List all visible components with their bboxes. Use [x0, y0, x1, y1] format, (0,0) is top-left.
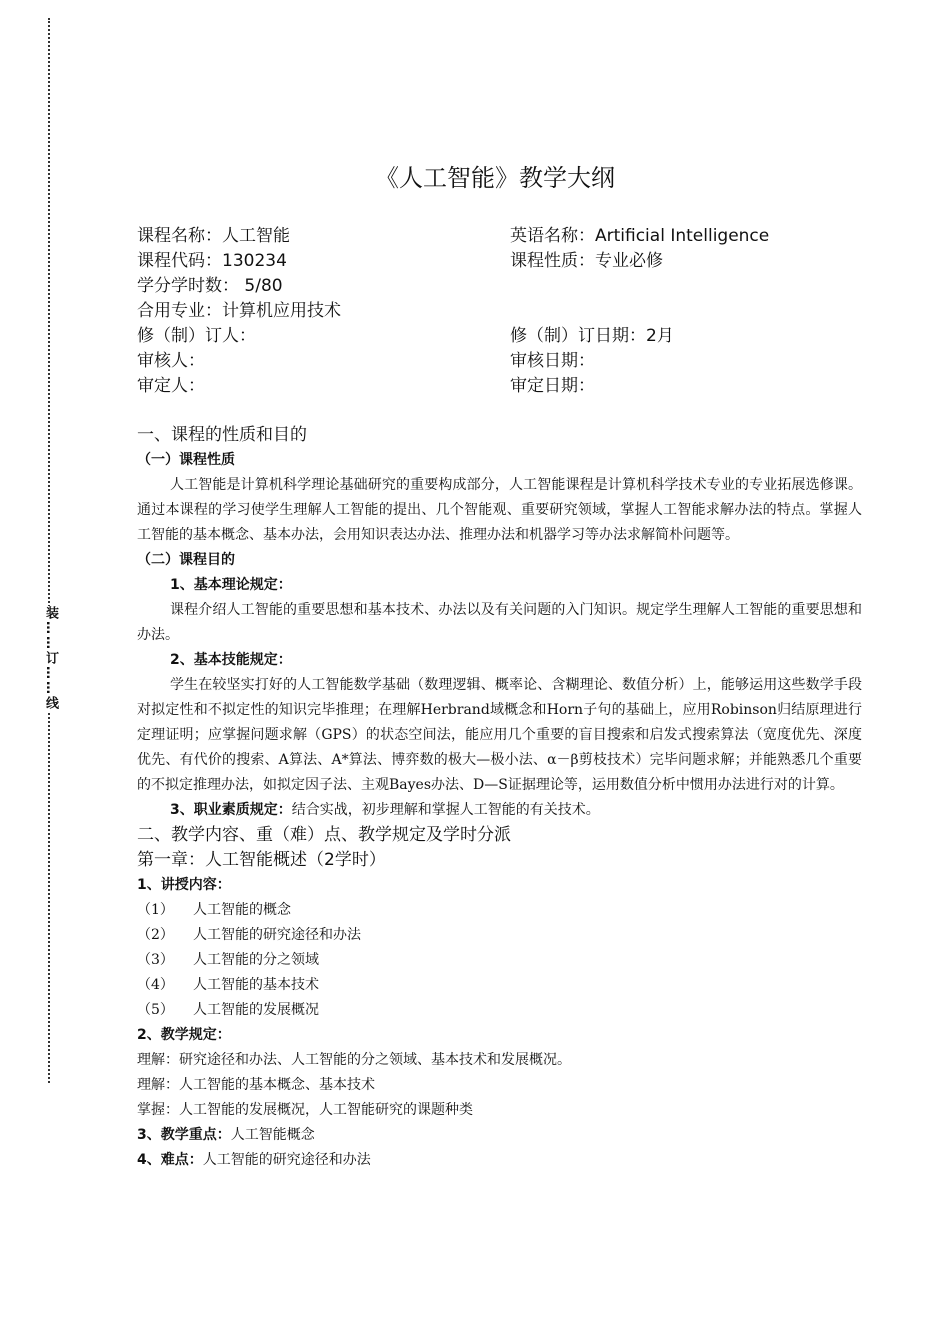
requirements-heading: 2、教学规定： [137, 1027, 231, 1043]
key-point-label: 3、教学重点： [137, 1127, 231, 1143]
page-title: 《人工智能》教学大纲 [375, 164, 615, 192]
key-point-text: 人工智能概念 [230, 1127, 315, 1143]
theory-heading: 1、基本理论规定： [170, 577, 292, 593]
list-item: （1） 人工智能的概念 [137, 902, 291, 918]
list-item: （3） 人工智能的分之领域 [137, 952, 319, 968]
skills-heading: 2、基本技能规定： [170, 652, 292, 668]
course-nature-paragraph: 人工智能是计算机科学理论基础研究的重要构成部分，人工智能课程是计算机科学技术专业的专业拓展选修课。通过本课程的学习使学生理解人工智能的提出、几个智能观、重要研究领域，掌握人工智能求解办法的特点。掌握人工智能的基本概念、基本办法，会用知识表达办法、推理办法和机器学习等办法求解简朴问题等。 [137, 477, 862, 543]
revised-date: 修（制）订日期：2月 [510, 326, 674, 346]
lecture-heading: 1、讲授内容： [137, 877, 231, 893]
list-item: （4） 人工智能的基本技术 [137, 977, 319, 993]
list-item: （2） 人工智能的研究途径和办法 [137, 927, 361, 943]
difficult-point-label: 4、难点： [137, 1152, 203, 1168]
approve-date: 审定日期： [510, 376, 595, 396]
list-item: （5） 人工智能的发展概况 [137, 1002, 319, 1018]
section1-sub2: （二）课程目的 [137, 552, 235, 568]
requirement-line: 掌握：人工智能的发展概况，人工智能研究的课题种类 [137, 1102, 473, 1118]
approver: 审定人： [137, 376, 205, 396]
professional-quality [137, 798, 862, 823]
english-name: 英语名称：Artificial Intelligence [510, 226, 770, 246]
key-point [137, 1123, 862, 1148]
course-nature: 课程性质：专业必修 [510, 251, 663, 271]
chapter1-heading: 第一章：人工智能概述（2学时） [137, 850, 386, 870]
difficult-point-text: 人工智能的研究途径和办法 [202, 1152, 371, 1168]
requirement-line: 理解：研究途径和办法、人工智能的分之领域、基本技术和发展概况。 [137, 1052, 571, 1068]
applicable-major: 合用专业：计算机应用技术 [137, 301, 341, 321]
section1-sub1: （一）课程性质 [137, 452, 235, 468]
reviewer: 审核人： [137, 351, 205, 371]
difficult-point [137, 1148, 862, 1173]
section2-heading: 二、教学内容、重（难）点、教学规定及学时分派 [137, 825, 511, 845]
theory-paragraph: 课程介绍人工智能的重要思想和基本技术、办法以及有关问题的入门知识。规定学生理解人工智能的重要思想和办法。 [137, 602, 862, 643]
course-code: 课程代码：130234 [137, 251, 287, 271]
credits-hours: 学分学时数： 5/80 [137, 276, 283, 296]
course-name: 课程名称：人工智能 [137, 226, 290, 246]
professional-heading: 3、职业素质规定： [170, 802, 292, 818]
professional-text: 结合实战，初步理解和掌握人工智能的有关技术。 [291, 802, 600, 818]
skills-paragraph: 学生在较坚实打好的人工智能数学基础（数理逻辑、概率论、含糊理论、数值分析）上，能够运用这些数学手段对拟定性和不拟定性的知识完毕推理；在理解Herbrand域概念和Horn子句的基础上，应用Robinson归结原理进行定理证明；应掌握问题求解（GPS）的状态空间法，能应用几个重要的盲目搜索和启发式搜索算法（宽度优先、深度优先、有代价的搜索、A算法、A*算法、博弈数的极大—极小法、α－β剪枝技术）完毕问题求解；并能熟悉几个重要的不拟定推理办法，如拟定因子法、主观Bayes办法、D—S证据理论等，运用数值分析中惯用办法进行对的计算。 [137, 677, 862, 793]
syllabus-body [137, 423, 862, 1173]
binding-label: 装……订……线 [43, 606, 58, 711]
review-date: 审核日期： [510, 351, 595, 371]
section1-heading: 一、课程的性质和目的 [137, 425, 307, 445]
requirement-line: 理解：人工智能的基本概念、基本技术 [137, 1077, 375, 1093]
revised-by: 修（制）订人： [137, 326, 256, 346]
